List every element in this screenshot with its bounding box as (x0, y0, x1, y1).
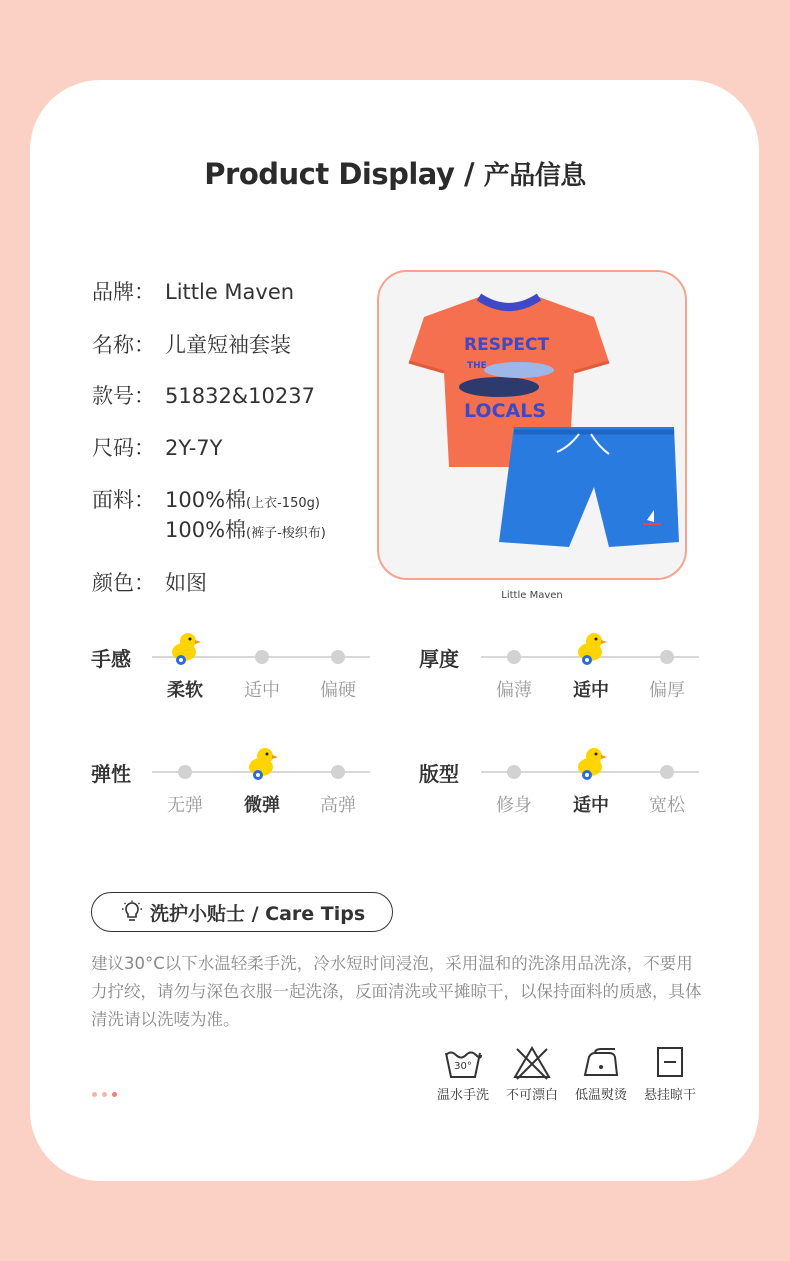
scale-dot (331, 650, 345, 664)
duck-marker-icon (169, 630, 201, 666)
hand-wash-icon (443, 1045, 483, 1081)
no-bleach-item: 不可漂白 (497, 1045, 567, 1103)
hang-dry-item: 悬挂晾干 (635, 1045, 705, 1103)
shirt-print-respect: RESPECT (464, 335, 550, 355)
scale-option: 高弹 (320, 795, 356, 816)
scale-dot (507, 765, 521, 779)
duck-marker-icon (575, 630, 607, 666)
scale-label-elasticity: 弹性 (91, 762, 131, 786)
scale-option: 修身 (496, 795, 532, 816)
scale-dot (507, 650, 521, 664)
scale-option: 宽松 (649, 795, 685, 816)
product-photo (377, 270, 687, 580)
scale-option: 无弹 (167, 795, 203, 816)
svg-text:30°: 30° (454, 1061, 472, 1072)
low-iron-icon (581, 1045, 621, 1081)
photo-caption: Little Maven (501, 590, 563, 601)
spec-brand: 品牌： Little Maven (92, 280, 295, 304)
scale-option: 偏薄 (496, 680, 532, 701)
scale-option: 适中 (573, 680, 609, 701)
lightbulb-icon (120, 900, 144, 924)
scale-option: 微弹 (244, 795, 280, 816)
scale-dot (660, 765, 674, 779)
scale-option: 偏厚 (649, 680, 685, 701)
spec-color: 颜色： 如图 (92, 571, 207, 595)
duck-marker-icon (575, 745, 607, 781)
care-instructions: 建议30°C以下水温轻柔手洗，冷水短时间浸泡，采用温和的洗涤用品洗涤，不要用力拧绞，请勿与深色衣服一起洗涤，反面清洗或平摊晾干，以保持面料的质感，具体清洗请以洗唛为准。 (91, 954, 702, 1029)
scale-option: 适中 (573, 795, 609, 816)
scale-dot (660, 650, 674, 664)
spec-size: 尺码： 2Y-7Y (92, 436, 223, 460)
spec-fabric: 面料： 100%棉(上衣-150g) 100%棉(裤子-梭织布) (92, 488, 326, 542)
scale-dot (255, 650, 269, 664)
scale-label-thickness: 厚度 (419, 647, 459, 671)
scale-option: 偏硬 (320, 680, 356, 701)
scale-dot (331, 765, 345, 779)
duck-marker-icon (246, 745, 278, 781)
shirt-print-the: THE (467, 361, 487, 371)
shirt-print-locals: LOCALS (464, 400, 547, 422)
scale-dot (178, 765, 192, 779)
spec-style-number: 款号： 51832&10237 (92, 384, 315, 408)
scale-option: 柔软 (167, 680, 203, 701)
page-title: Product Display / 产品信息 (204, 157, 586, 191)
scale-label-fit: 版型 (419, 762, 459, 786)
pagination-dots (92, 1092, 117, 1097)
no-bleach-icon (512, 1045, 552, 1081)
scale-label-feel: 手感 (91, 647, 131, 671)
low-iron-item: 低温熨烫 (566, 1045, 636, 1103)
care-tips-title: 洗护小贴士 / Care Tips (91, 892, 393, 932)
hang-dry-icon (650, 1045, 690, 1081)
spec-name: 名称： 儿童短袖套装 (92, 333, 291, 357)
hand-wash-item: 30° 温水手洗 (428, 1045, 498, 1103)
scale-option: 适中 (244, 680, 280, 701)
